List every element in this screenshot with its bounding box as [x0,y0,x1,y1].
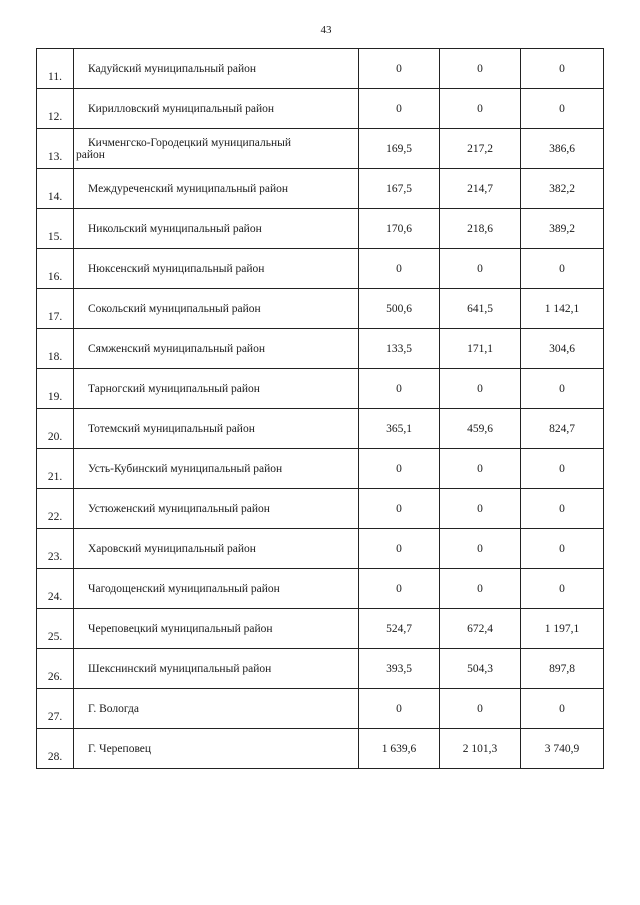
value-col-2: 0 [440,249,521,289]
value-col-1: 0 [359,49,440,89]
table-row [37,449,604,489]
value-col-3: 0 [521,369,604,409]
value-col-2: 0 [440,689,521,729]
district-name: Г. Вологда [74,689,359,729]
value-col-1: 500,6 [359,289,440,329]
district-name [74,129,359,169]
value-col-1: 0 [359,89,440,129]
value-col-3: 0 [521,89,604,129]
table-row [37,209,604,249]
district-name-line-2: район [76,148,105,161]
value-col-3: 304,6 [521,329,604,369]
row-number: 18. [37,329,74,369]
value-col-2: 214,7 [440,169,521,209]
table-row [37,609,604,649]
value-col-3: 1 142,1 [521,289,604,329]
value-col-1: 170,6 [359,209,440,249]
district-name: Никольский муниципальный район [74,209,359,249]
value-col-1: 169,5 [359,129,440,169]
district-name: Нюксенский муниципальный район [74,249,359,289]
value-col-1: 0 [359,489,440,529]
value-col-3: 3 740,9 [521,729,604,769]
district-name: Тотемский муниципальный район [74,409,359,449]
table-row [37,289,604,329]
row-number: 23. [37,529,74,569]
value-col-1: 0 [359,249,440,289]
value-col-3: 1 197,1 [521,609,604,649]
table-row [37,489,604,529]
value-col-3: 386,6 [521,129,604,169]
district-name: Харовский муниципальный район [74,529,359,569]
row-number: 14. [37,169,74,209]
value-col-2: 0 [440,489,521,529]
district-name: Усть-Кубинский муниципальный район [74,449,359,489]
district-name: Г. Череповец [74,729,359,769]
value-col-3: 0 [521,569,604,609]
value-col-1: 167,5 [359,169,440,209]
value-col-1: 0 [359,689,440,729]
value-col-1: 524,7 [359,609,440,649]
table-row [37,649,604,689]
district-name-line-1: Кичменгско-Городецкий муниципальный [88,136,292,149]
district-name: Кадуйский муниципальный район [74,49,359,89]
value-col-1: 133,5 [359,329,440,369]
value-col-2: 672,4 [440,609,521,649]
row-number: 11. [37,49,74,89]
page-number: 43 [320,24,332,36]
value-col-2: 0 [440,89,521,129]
value-col-1: 1 639,6 [359,729,440,769]
district-name: Чагодощенский муниципальный район [74,569,359,609]
table-row [37,569,604,609]
value-col-2: 171,1 [440,329,521,369]
value-col-3: 0 [521,489,604,529]
value-col-3: 0 [521,249,604,289]
municipal-budget-table [36,48,604,769]
table-row [37,329,604,369]
value-col-2: 0 [440,369,521,409]
row-number: 28. [37,729,74,769]
district-name: Череповецкий муниципальный район [74,609,359,649]
row-number: 20. [37,409,74,449]
table-row [37,89,604,129]
value-col-1: 0 [359,529,440,569]
row-number: 22. [37,489,74,529]
district-name: Кирилловский муниципальный район [74,89,359,129]
row-number: 25. [37,609,74,649]
value-col-2: 2 101,3 [440,729,521,769]
value-col-2: 0 [440,569,521,609]
value-col-3: 0 [521,529,604,569]
table-row [37,689,604,729]
table-row [37,529,604,569]
value-col-2: 217,2 [440,129,521,169]
row-number: 24. [37,569,74,609]
value-col-1: 0 [359,449,440,489]
row-number: 16. [37,249,74,289]
row-number: 13. [37,129,74,169]
row-number: 21. [37,449,74,489]
value-col-2: 504,3 [440,649,521,689]
district-name: Междуреченский муниципальный район [74,169,359,209]
value-col-2: 218,6 [440,209,521,249]
value-col-2: 459,6 [440,409,521,449]
table-row [37,369,604,409]
row-number: 15. [37,209,74,249]
row-number: 26. [37,649,74,689]
row-number: 27. [37,689,74,729]
row-number: 19. [37,369,74,409]
value-col-3: 0 [521,689,604,729]
value-col-1: 365,1 [359,409,440,449]
value-col-1: 393,5 [359,649,440,689]
value-col-3: 0 [521,449,604,489]
district-name: Сямженский муниципальный район [74,329,359,369]
value-col-2: 641,5 [440,289,521,329]
table-row [37,409,604,449]
district-name: Тарногский муниципальный район [74,369,359,409]
value-col-2: 0 [440,49,521,89]
value-col-2: 0 [440,449,521,489]
district-name: Шекснинский муниципальный район [74,649,359,689]
table-row [37,249,604,289]
district-name: Устюженский муниципальный район [74,489,359,529]
value-col-2: 0 [440,529,521,569]
value-col-1: 0 [359,569,440,609]
value-col-3: 0 [521,49,604,89]
row-number: 17. [37,289,74,329]
value-col-3: 897,8 [521,649,604,689]
value-col-3: 824,7 [521,409,604,449]
district-name: Сокольский муниципальный район [74,289,359,329]
table-row [37,129,604,169]
row-number: 12. [37,89,74,129]
table-row [37,49,604,89]
table-row [37,729,604,769]
value-col-3: 382,2 [521,169,604,209]
table-row [37,169,604,209]
value-col-1: 0 [359,369,440,409]
value-col-3: 389,2 [521,209,604,249]
